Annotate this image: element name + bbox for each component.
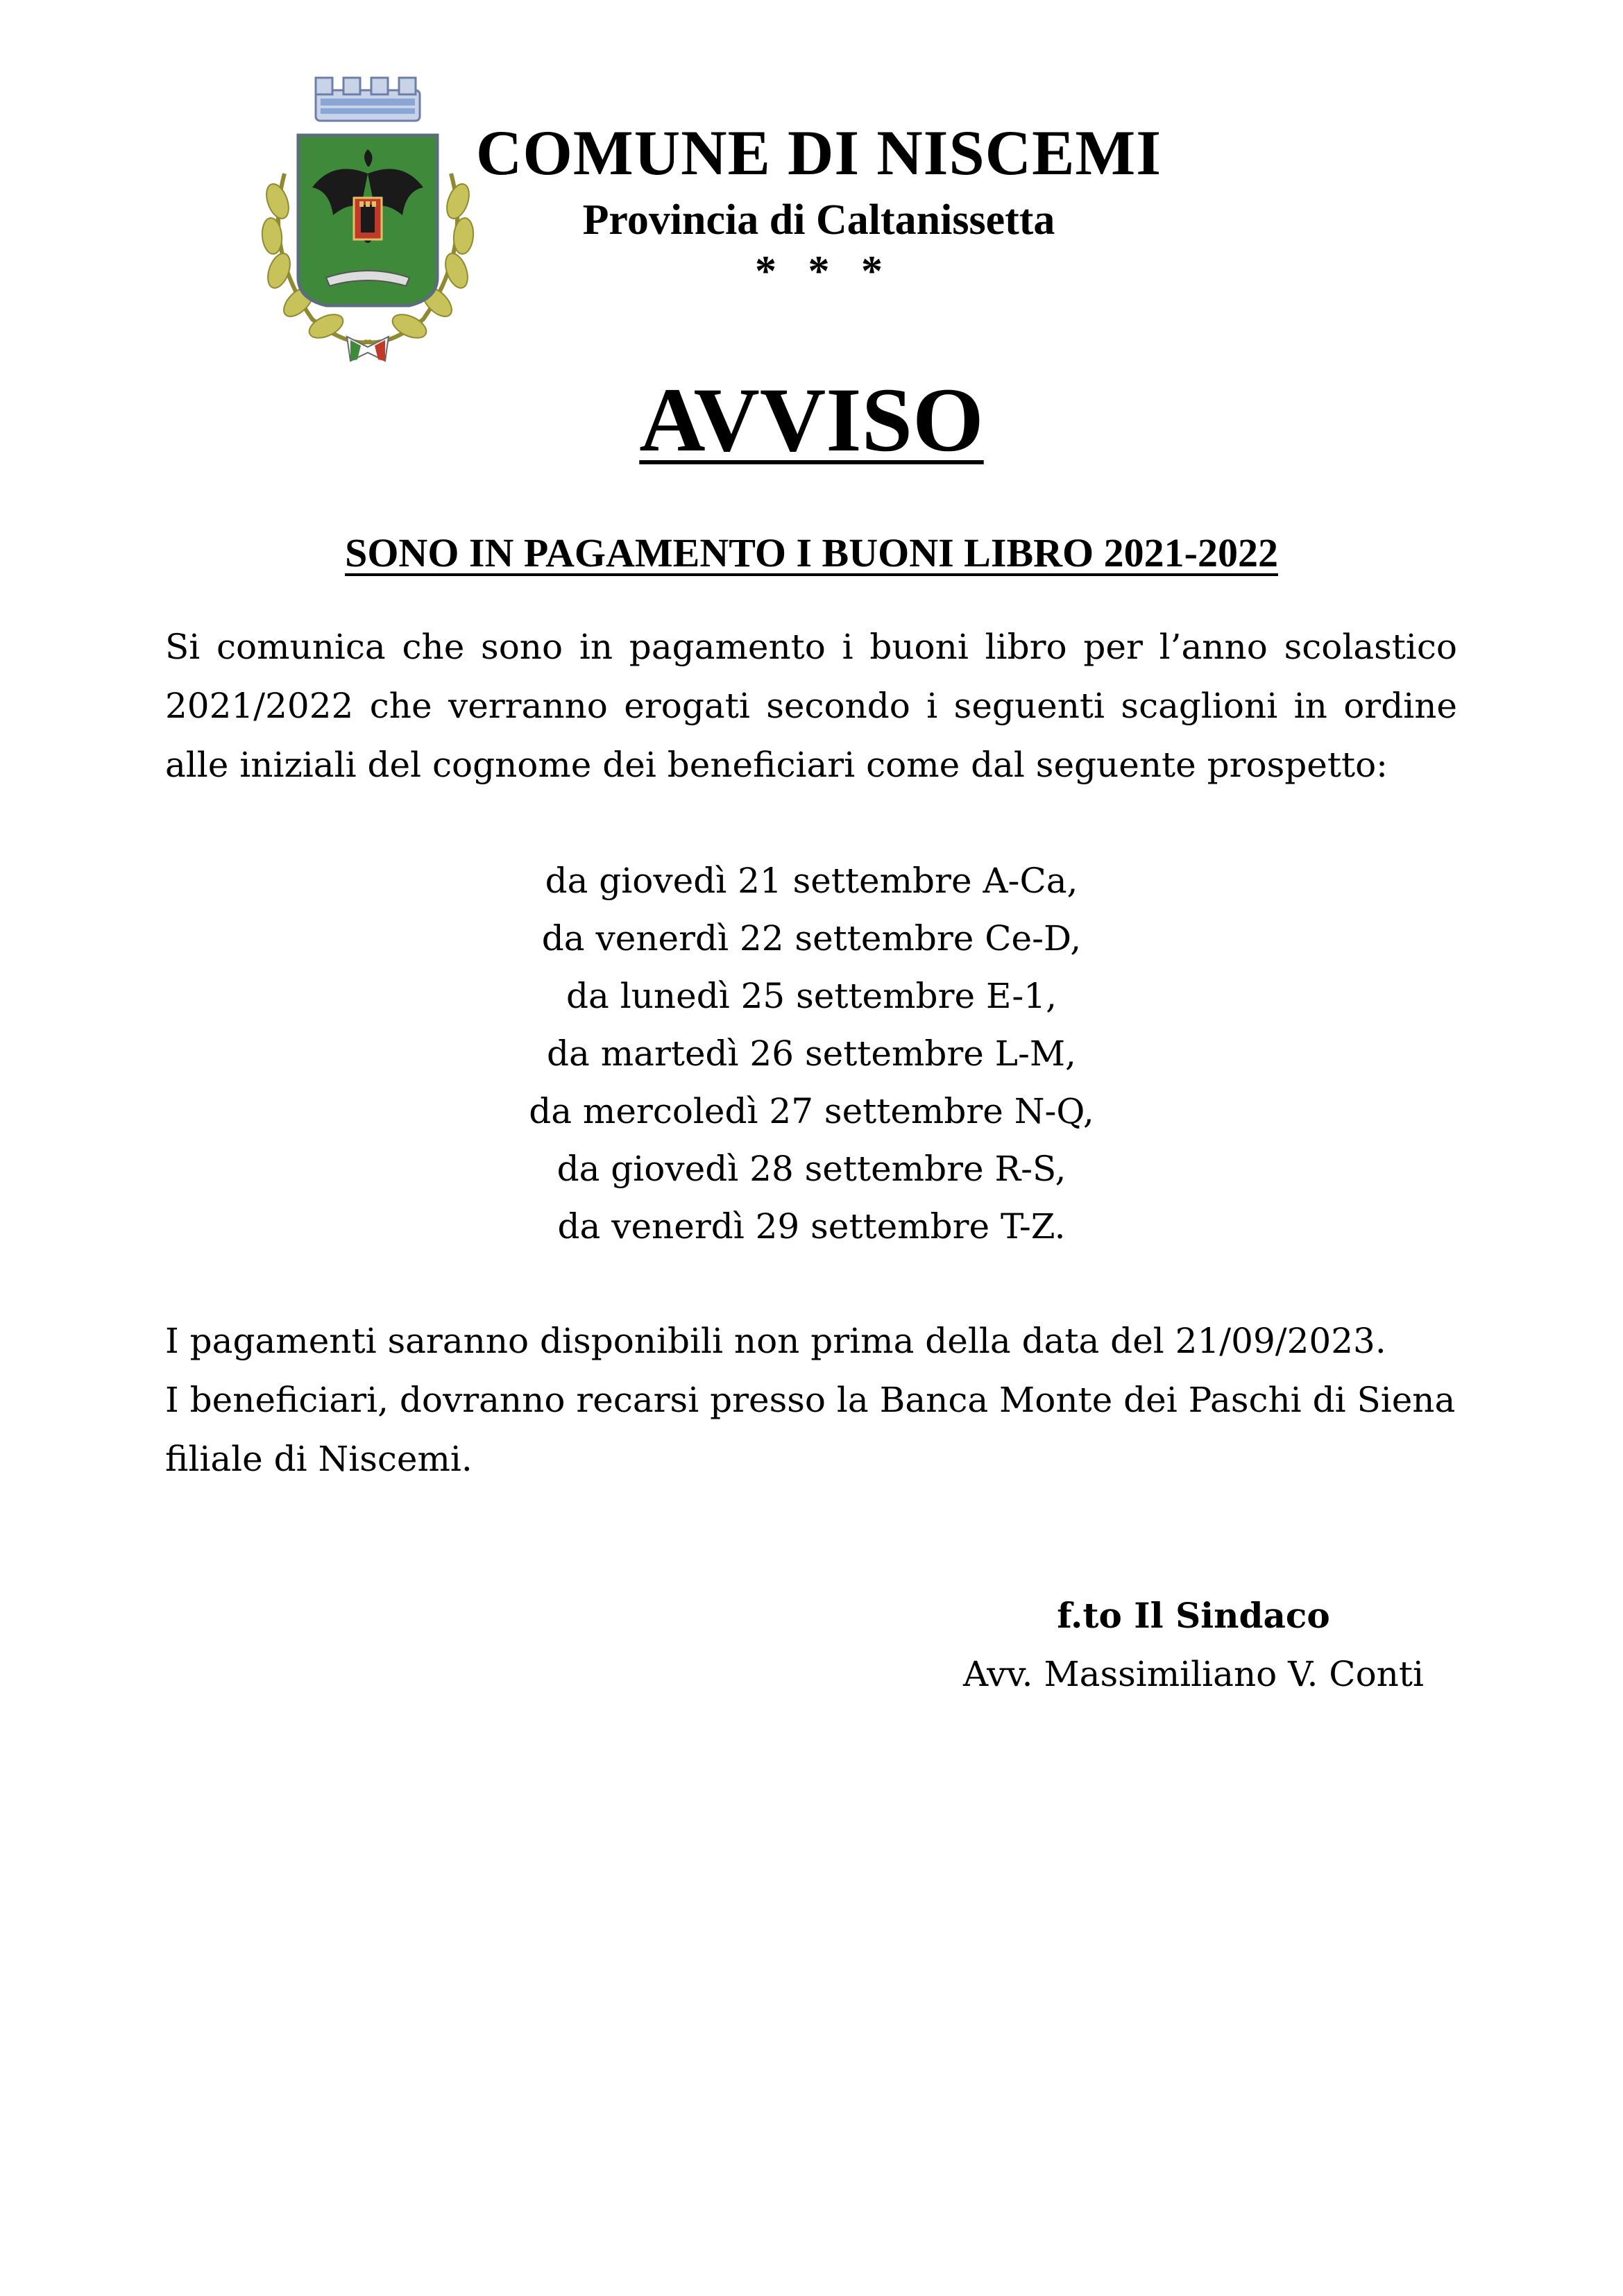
letterhead: [416, 115, 1221, 295]
decorative-stars: * * *: [755, 248, 883, 295]
payments-date-text: I pagamenti saranno disponibili non prima della data del 21/09/2023.: [165, 1321, 1386, 1361]
notice-title-text: AVVISO: [639, 369, 984, 471]
payments-bank-text: I beneficiari, dovranno recarsi presso la Banca Monte dei Paschi di Siena filiale di Niscemi.: [165, 1380, 1456, 1479]
notice-title: [0, 368, 1623, 472]
intro-text: Si comunica che sono in pagamento i buoni libro per l’anno scolastico 2021/2022 che verranno erogati secondo i seguenti scaglioni in ordine alle iniziali del cognome dei beneficiari come dal seguente prospetto:: [165, 627, 1457, 785]
notice-subtitle-text: SONO IN PAGAMENTO I BUONI LIBRO 2021-2022: [345, 530, 1278, 575]
payments-paragraph: [165, 1312, 1457, 1489]
list-item: da giovedì 28 settembre R-S,: [556, 1149, 1067, 1189]
list-item: da lunedì 25 settembre E-1,: [566, 976, 1057, 1016]
list-item: da giovedì 21 settembre A-Ca,: [545, 861, 1078, 901]
list-item: da venerdì 29 settembre T-Z.: [557, 1206, 1066, 1247]
list-item: da mercoledì 27 settembre N-Q,: [529, 1091, 1094, 1131]
notice-subtitle: [0, 529, 1623, 577]
list-item: da martedì 26 settembre L-M,: [547, 1033, 1076, 1074]
signatory-name: Avv. Massimiliano V. Conti: [963, 1654, 1424, 1694]
payment-schedule-list: [0, 852, 1623, 1256]
signature-block: [930, 1586, 1457, 1704]
intro-paragraph: [165, 618, 1457, 795]
list-item: da venerdì 22 settembre Ce-D,: [541, 918, 1082, 959]
province-name: Provincia di Caltanissetta: [582, 196, 1055, 244]
crown-icon: [316, 78, 420, 121]
signatory-role: f.to Il Sindaco: [1057, 1595, 1330, 1636]
municipality-name: COMUNE DI NISCEMI: [475, 117, 1162, 188]
